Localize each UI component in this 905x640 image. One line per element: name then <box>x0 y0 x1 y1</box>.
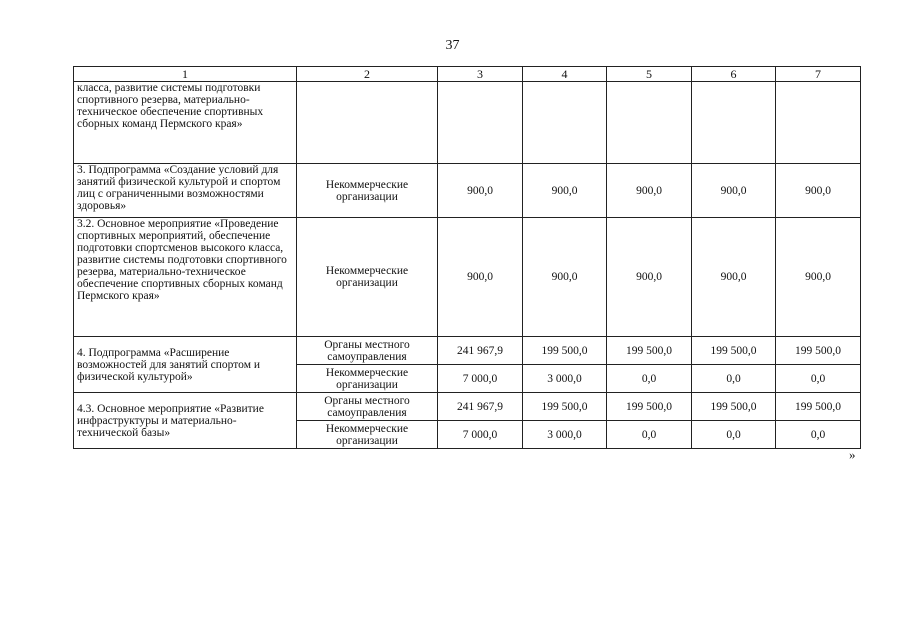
value-cell <box>776 82 861 164</box>
value-cell: 900,0 <box>692 164 776 218</box>
value-cell: 0,0 <box>607 365 692 393</box>
value-cell: 0,0 <box>692 421 776 449</box>
organization-cell: Некоммерческие организации <box>297 421 438 449</box>
table-row <box>74 164 861 218</box>
organization-cell: Некоммерческие организации <box>297 365 438 393</box>
value-cell: 900,0 <box>438 218 523 337</box>
organization-cell: Некоммерческие организации <box>297 218 438 337</box>
value-cell: 0,0 <box>692 365 776 393</box>
column-header: 4 <box>523 67 607 82</box>
column-header: 6 <box>692 67 776 82</box>
value-cell <box>607 82 692 164</box>
value-cell: 900,0 <box>607 164 692 218</box>
organization-cell <box>297 82 438 164</box>
column-header: 3 <box>438 67 523 82</box>
value-cell: 900,0 <box>438 164 523 218</box>
value-cell: 199 500,0 <box>607 337 692 365</box>
value-cell: 199 500,0 <box>692 393 776 421</box>
value-cell: 7 000,0 <box>438 421 523 449</box>
value-cell: 241 967,9 <box>438 337 523 365</box>
value-cell: 900,0 <box>776 218 861 337</box>
organization-cell: Некоммерческие организации <box>297 164 438 218</box>
value-cell: 199 500,0 <box>523 393 607 421</box>
value-cell: 241 967,9 <box>438 393 523 421</box>
page-number: 37 <box>445 38 460 53</box>
value-cell: 0,0 <box>776 365 861 393</box>
value-cell: 199 500,0 <box>692 337 776 365</box>
column-number-row <box>74 67 861 82</box>
value-cell: 0,0 <box>607 421 692 449</box>
value-cell: 900,0 <box>692 218 776 337</box>
table-row <box>74 393 861 421</box>
value-cell: 900,0 <box>523 164 607 218</box>
value-cell <box>523 82 607 164</box>
table-row <box>74 218 861 337</box>
value-cell: 199 500,0 <box>607 393 692 421</box>
organization-cell: Органы местного самоуправления <box>297 393 438 421</box>
column-header: 5 <box>607 67 692 82</box>
row-description: 4. Подпрограмма «Расширение возможностей для занятий спортом и физической культурой» <box>74 337 297 393</box>
value-cell: 900,0 <box>523 218 607 337</box>
closing-quote-mark: » <box>849 447 856 462</box>
organization-cell: Органы местного самоуправления <box>297 337 438 365</box>
value-cell: 900,0 <box>607 218 692 337</box>
value-cell: 199 500,0 <box>523 337 607 365</box>
value-cell: 3 000,0 <box>523 421 607 449</box>
row-description: 3.2. Основное мероприятие «Проведение спортивных мероприятий, обеспечение подготовки спортсменов высокого класса, развитие системы подготовки спортивного резерва, материально-техническое обеспечение спортивных сборных команд Пермского края» <box>74 218 297 337</box>
table-row <box>74 337 861 365</box>
value-cell: 7 000,0 <box>438 365 523 393</box>
value-cell: 199 500,0 <box>776 393 861 421</box>
value-cell <box>438 82 523 164</box>
column-header: 1 <box>74 67 297 82</box>
row-description: 4.3. Основное мероприятие «Развитие инфраструктуры и материально-технической базы» <box>74 393 297 449</box>
value-cell: 0,0 <box>776 421 861 449</box>
value-cell: 900,0 <box>776 164 861 218</box>
value-cell <box>692 82 776 164</box>
column-header: 2 <box>297 67 438 82</box>
value-cell: 199 500,0 <box>776 337 861 365</box>
column-header: 7 <box>776 67 861 82</box>
row-description: класса, развитие системы подготовки спортивного резерва, материально-техническое обеспечение спортивных сборных команд Пермского края» <box>74 82 297 164</box>
row-description: 3. Подпрограмма «Создание условий для занятий физической культурой и спортом лиц с ограниченными возможностями здоровья» <box>74 164 297 218</box>
value-cell: 3 000,0 <box>523 365 607 393</box>
budget-table <box>73 66 861 449</box>
table-row <box>74 82 861 164</box>
